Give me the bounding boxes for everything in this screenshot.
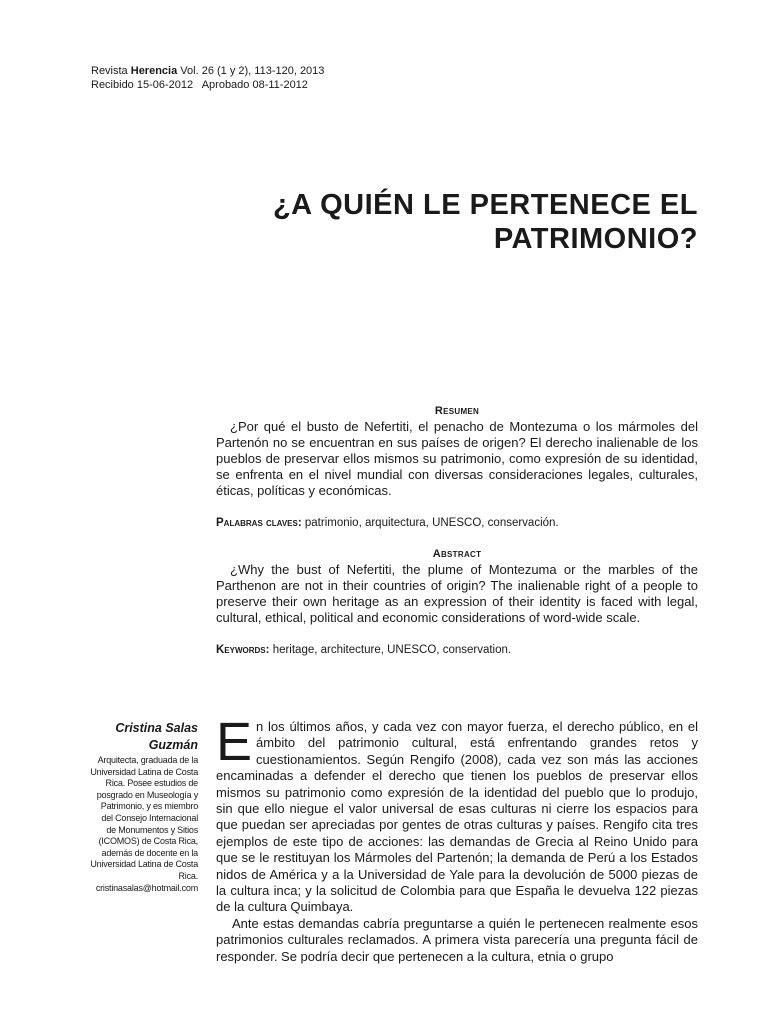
resumen-text: ¿Por qué el busto de Nefertiti, el penacho de Montezuma o los mármoles del Partenón no se encuentran en sus países de origen? El derecho inalienable de los pueblos de preservar ellos mismos su patrimonio, como expresión de su identidad, se enfrenta en el nivel mundial con diversas consideraciones legales, culturales, éticas, políticas y económicas. bbox=[216, 419, 698, 498]
abstract-keywords-values: heritage, architecture, UNESCO, conservation. bbox=[272, 644, 512, 656]
resumen-keywords-label: Palabras claves: bbox=[216, 517, 302, 529]
abstract-heading: Abstract bbox=[432, 548, 482, 560]
author-email[interactable]: cristinasalas@hotmail.com bbox=[95, 882, 198, 893]
abstract-text: ¿Why the bust of Nefertiti, the plume of Montezuma or the marbles of the Parthenon are not in their countries of origin? The inalienable right of a people to preserve their own heritage as an expression of their identity is faced with legal, cultural, ethical, political and economic considerations of word-wide scale. bbox=[216, 562, 698, 625]
received-date: Recibido 15-06-2012 bbox=[91, 79, 194, 91]
journal-citation bbox=[91, 64, 324, 78]
resumen-keywords-values: patrimonio, arquitectura, UNESCO, conservación. bbox=[304, 517, 559, 529]
author-bio: Arquitecta, graduada de la Universidad Latina de Costa Rica. Posee estudios de posgrado en Museología y Patrimonio, y es miembro del Consejo Internacional de Monumentos y Sitios (ICOMOS) de Costa Rica, además de docente en la Universidad Latina de Costa Rica. bbox=[90, 755, 198, 881]
resumen-keywords bbox=[216, 516, 698, 531]
drop-cap: E bbox=[216, 712, 253, 772]
journal-details: Vol. 26 (1 y 2), 113-120, 2013 bbox=[180, 65, 325, 77]
title-line-1: ¿A QUIÉN LE PERTENECE EL bbox=[272, 189, 698, 221]
approved-date: Aprobado 08-11-2012 bbox=[201, 79, 308, 91]
resumen-heading: Resumen bbox=[434, 405, 480, 417]
author-name bbox=[90, 720, 198, 754]
abstract-keywords bbox=[216, 643, 698, 658]
author-name-line-1: Cristina Salas bbox=[115, 721, 198, 735]
journal-header bbox=[91, 64, 324, 92]
title-line-2: PATRIMONIO? bbox=[493, 223, 698, 255]
abstract-keywords-label: Keywords: bbox=[216, 644, 270, 656]
author-sidebar bbox=[90, 720, 198, 894]
body-paragraph-1-text: n los últimos años, y cada vez con mayor fuerza, el derecho público, en el ámbito del patrimonio cultural, está enfrentando grandes retos y cuestionamientos. Según Rengifo (2008), cada vez son más las acciones encaminadas a defender el derecho que tienen los pueblos de preservar ellos mismos su patrimonio como expresión de la identidad del pueblo que lo produjo, sin que ello niegue el valor universal de esas culturas ni cierre los espacios para que puedan ser apreciadas por gentes de otras culturas y países. Rengifo cita tres ejemplos de este tipo de acciones: las demandas de Grecia al Reino Unido para que se le restituyan los Mármoles del Partenón; la demanda de Perú a los Estados nidos de América y a la Universidad de Yale para la devolución de 5000 piezas de la cultura inca; y la solicitud de Colombia para que España le devuelva 122 piezas de la cultura Quimbaya. bbox=[216, 719, 698, 915]
body-paragraph-1 bbox=[216, 712, 698, 916]
journal-name: Herencia bbox=[130, 65, 178, 77]
journal-prefix: Revista bbox=[91, 65, 128, 77]
article-title bbox=[178, 188, 698, 256]
author-name-line-2: Guzmán bbox=[148, 738, 198, 752]
journal-dates bbox=[91, 78, 324, 92]
article-body bbox=[216, 712, 698, 965]
body-paragraph-2: Ante estas demandas cabría preguntarse a quién le pertenecen realmente esos patrimonios culturales reclamados. A primera vista parecería una pregunta fácil de responder. Se podría decir que pertenecen a la cultura, etnia o grupo bbox=[216, 915, 698, 964]
